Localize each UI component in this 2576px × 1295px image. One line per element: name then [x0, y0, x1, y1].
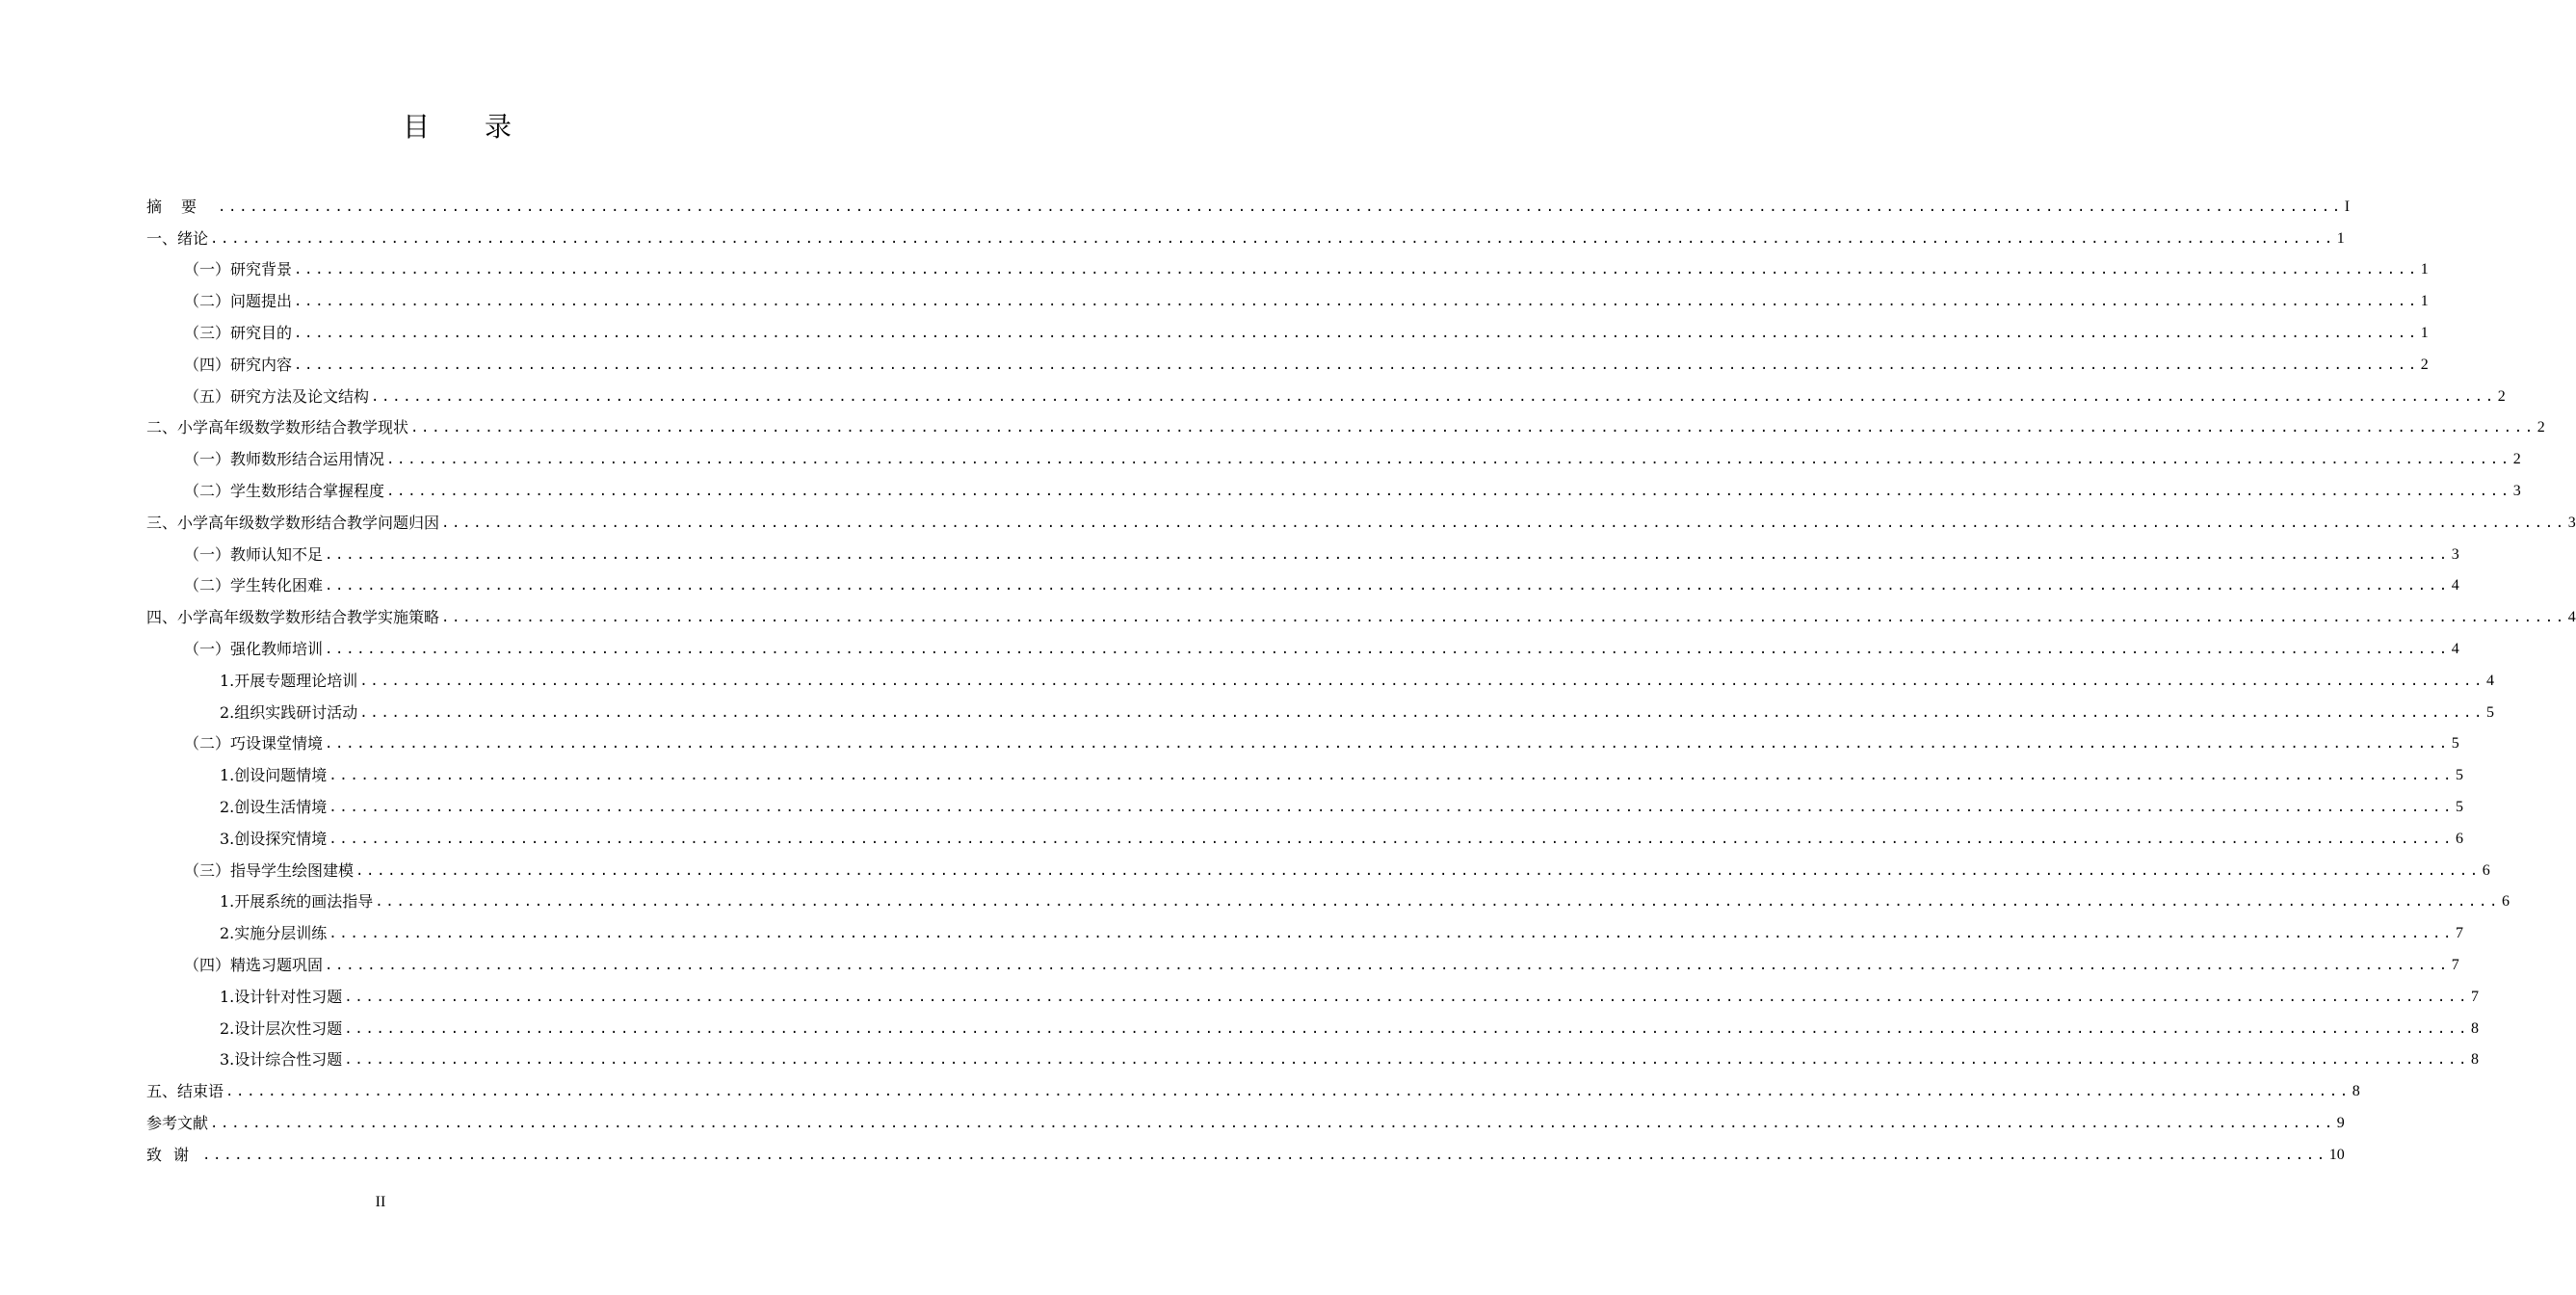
- toc-leader-dots: ........................................................................................................................................................................................................: [441, 515, 2566, 531]
- toc-leader-dots: ........................................................................................................................................................................................................: [375, 894, 2501, 911]
- toc-leader-dots: ........................................................................................................................................................................................................: [218, 198, 2343, 215]
- toc-entry-label: （四）精选习题巩固: [184, 955, 324, 974]
- toc-entry-label: 二、小学高年级数学数形结合教学现状: [146, 418, 409, 437]
- toc-entry-label: 参考文献: [146, 1113, 209, 1132]
- toc-entry-label: （五）研究方法及论文结构: [184, 386, 370, 406]
- toc-leader-dots: ........................................................................................................................................................................................................: [344, 989, 2470, 1005]
- toc-entry[interactable]: [146, 1039, 2480, 1070]
- toc-entry[interactable]: [146, 343, 2429, 375]
- toc-entry-page: 9: [2336, 1114, 2345, 1131]
- toc-leader-dots: ........................................................................................................................................................................................................: [294, 325, 2419, 341]
- toc-entry-page: 1: [2420, 261, 2429, 278]
- toc-entry-label: 2.实施分层训练: [220, 924, 328, 943]
- table-of-contents: [146, 185, 2576, 1165]
- toc-entry-page: 5: [2456, 798, 2464, 815]
- toc-entry[interactable]: [146, 279, 2429, 311]
- page-number: II: [375, 1194, 386, 1210]
- toc-leader-dots: ........................................................................................................................................................................................................: [386, 452, 2511, 468]
- page-title-part-2: 录: [485, 111, 513, 143]
- toc-entry-page: 3: [2567, 514, 2576, 531]
- toc-entry-page: 10: [2328, 1146, 2345, 1163]
- toc-entry-label: （四）研究内容: [184, 355, 293, 374]
- toc-entry-page: 7: [2471, 988, 2480, 1005]
- toc-entry[interactable]: [146, 185, 2351, 217]
- toc-entry-page: 5: [2456, 767, 2464, 784]
- page-title: [0, 108, 915, 146]
- toc-entry[interactable]: [146, 1007, 2480, 1039]
- toc-entry[interactable]: [146, 565, 2459, 596]
- toc-entry-label: 五、结束语: [146, 1082, 224, 1101]
- toc-entry-label: 致谢: [146, 1145, 201, 1164]
- toc-entry[interactable]: [146, 469, 2521, 501]
- toc-entry-page: 1: [2420, 293, 2429, 310]
- toc-entry-label: （一）教师认知不足: [184, 544, 324, 564]
- toc-entry-page: 4: [2567, 609, 2576, 626]
- toc-entry[interactable]: [146, 691, 2495, 723]
- toc-leader-dots: ........................................................................................................................................................................................................: [359, 673, 2485, 689]
- toc-entry-label: （二）学生转化困难: [184, 576, 324, 595]
- toc-leader-dots: ........................................................................................................................................................................................................: [325, 578, 2450, 595]
- toc-entry-page: 4: [2451, 640, 2459, 657]
- toc-leader-dots: ........................................................................................................................................................................................................: [325, 641, 2450, 657]
- toc-entry[interactable]: [146, 881, 2510, 912]
- toc-leader-dots: ........................................................................................................................................................................................................: [386, 483, 2511, 499]
- toc-entry-page: 2: [2537, 419, 2545, 436]
- toc-entry-label: （一）强化教师培训: [184, 639, 324, 658]
- toc-entry[interactable]: [146, 217, 2345, 249]
- toc-entry-page: 8: [2352, 1083, 2360, 1100]
- toc-leader-dots: ........................................................................................................................................................................................................: [329, 926, 2455, 942]
- toc-entry-label: 摘要: [146, 197, 217, 216]
- toc-entry-label: 一、绪论: [146, 228, 209, 248]
- toc-leader-dots: ........................................................................................................................................................................................................: [410, 420, 2536, 436]
- toc-leader-dots: ........................................................................................................................................................................................................: [329, 831, 2455, 847]
- toc-leader-dots: ........................................................................................................................................................................................................: [294, 357, 2419, 373]
- toc-entry-page: 5: [2486, 703, 2495, 721]
- toc-entry-label: 2.设计层次性习题: [220, 1018, 343, 1038]
- toc-entry-page: 3: [2512, 482, 2521, 499]
- toc-entry[interactable]: [146, 1070, 2360, 1101]
- toc-entry-page: 2: [2497, 387, 2506, 405]
- toc-entry-page: 6: [2502, 893, 2510, 911]
- toc-entry-page: 8: [2471, 1051, 2480, 1069]
- toc-entry-page: 8: [2471, 1019, 2480, 1037]
- toc-entry-page: 4: [2451, 577, 2459, 595]
- toc-entry-page: 6: [2482, 861, 2490, 879]
- toc-entry-label: 3.创设探究情境: [220, 829, 328, 848]
- toc-entry[interactable]: [146, 723, 2459, 754]
- toc-entry[interactable]: [146, 437, 2521, 469]
- toc-entry[interactable]: [146, 407, 2545, 438]
- toc-entry-page: 1: [2420, 324, 2429, 341]
- toc-entry-page: 7: [2456, 925, 2464, 942]
- toc-entry[interactable]: [146, 249, 2429, 280]
- toc-entry[interactable]: [146, 785, 2464, 817]
- toc-leader-dots: ........................................................................................................................................................................................................: [210, 230, 2335, 247]
- toc-entry-label: （二）问题提出: [184, 292, 293, 311]
- toc-entry[interactable]: [146, 943, 2459, 975]
- toc-leader-dots: ........................................................................................................................................................................................................: [325, 736, 2450, 753]
- toc-entry-page: 5: [2451, 735, 2459, 753]
- toc-entry-label: 1.开展系统的画法指导: [220, 892, 374, 912]
- toc-entry[interactable]: [146, 533, 2459, 565]
- toc-entry-label: （三）指导学生绘图建模: [184, 860, 355, 880]
- toc-leader-dots: ........................................................................................................................................................................................................: [344, 1052, 2470, 1069]
- toc-entry-label: （二）巧设课堂情境: [184, 734, 324, 753]
- toc-leader-dots: ........................................................................................................................................................................................................: [371, 388, 2496, 405]
- toc-leader-dots: ........................................................................................................................................................................................................: [355, 862, 2481, 879]
- toc-entry-label: 三、小学高年级数学数形结合教学问题归因: [146, 513, 440, 532]
- toc-leader-dots: ........................................................................................................................................................................................................: [225, 1084, 2351, 1100]
- toc-entry-label: 1.创设问题情境: [220, 766, 328, 785]
- toc-leader-dots: ........................................................................................................................................................................................................: [325, 957, 2450, 973]
- toc-entry-label: （三）研究目的: [184, 323, 293, 342]
- toc-entry-label: 四、小学高年级数学数形结合教学实施策略: [146, 608, 440, 627]
- toc-entry-label: （二）学生数形结合掌握程度: [184, 481, 385, 500]
- toc-entry[interactable]: [146, 753, 2464, 785]
- toc-entry[interactable]: [146, 1133, 2345, 1165]
- toc-leader-dots: ........................................................................................................................................................................................................: [210, 1115, 2335, 1131]
- toc-leader-dots: ........................................................................................................................................................................................................: [294, 262, 2419, 278]
- toc-entry-page: 3: [2451, 545, 2459, 563]
- toc-entry-page: 2: [2420, 356, 2429, 373]
- toc-leader-dots: ........................................................................................................................................................................................................: [202, 1147, 2327, 1163]
- toc-entry[interactable]: [146, 975, 2480, 1007]
- toc-entry[interactable]: [146, 501, 2576, 533]
- toc-leader-dots: ........................................................................................................................................................................................................: [329, 768, 2455, 784]
- toc-entry[interactable]: [146, 375, 2506, 407]
- toc-entry[interactable]: [146, 817, 2464, 849]
- toc-entry-page: 2: [2512, 451, 2521, 468]
- toc-entry-page: 4: [2486, 672, 2495, 689]
- toc-entry-page: 1: [2336, 229, 2345, 247]
- toc-entry-label: （一）研究背景: [184, 260, 293, 279]
- toc-entry-page: I: [2344, 198, 2351, 215]
- toc-entry-label: 1.设计针对性习题: [220, 987, 343, 1006]
- toc-leader-dots: ........................................................................................................................................................................................................: [329, 799, 2455, 815]
- toc-entry-label: 1.开展专题理论培训: [220, 671, 358, 690]
- toc-entry[interactable]: [146, 659, 2495, 691]
- toc-entry[interactable]: [146, 912, 2464, 943]
- toc-entry-label: 2.创设生活情境: [220, 797, 328, 816]
- page-title-part-1: 目: [402, 111, 431, 143]
- toc-entry-page: 6: [2456, 830, 2464, 847]
- toc-entry[interactable]: [146, 627, 2459, 659]
- toc-leader-dots: ........................................................................................................................................................................................................: [441, 610, 2566, 626]
- toc-entry[interactable]: [146, 311, 2429, 343]
- toc-leader-dots: ........................................................................................................................................................................................................: [359, 704, 2485, 721]
- toc-leader-dots: ........................................................................................................................................................................................................: [325, 546, 2450, 563]
- toc-entry[interactable]: [146, 1101, 2345, 1133]
- toc-entry-label: （一）教师数形结合运用情况: [184, 450, 385, 469]
- toc-entry-label: 3.设计综合性习题: [220, 1050, 343, 1070]
- toc-entry[interactable]: [146, 849, 2490, 881]
- toc-entry-page: 7: [2451, 956, 2459, 973]
- toc-leader-dots: ........................................................................................................................................................................................................: [294, 294, 2419, 310]
- toc-entry-label: 2.组织实践研讨活动: [220, 702, 358, 722]
- toc-leader-dots: ........................................................................................................................................................................................................: [344, 1020, 2470, 1037]
- toc-entry[interactable]: [146, 595, 2576, 627]
